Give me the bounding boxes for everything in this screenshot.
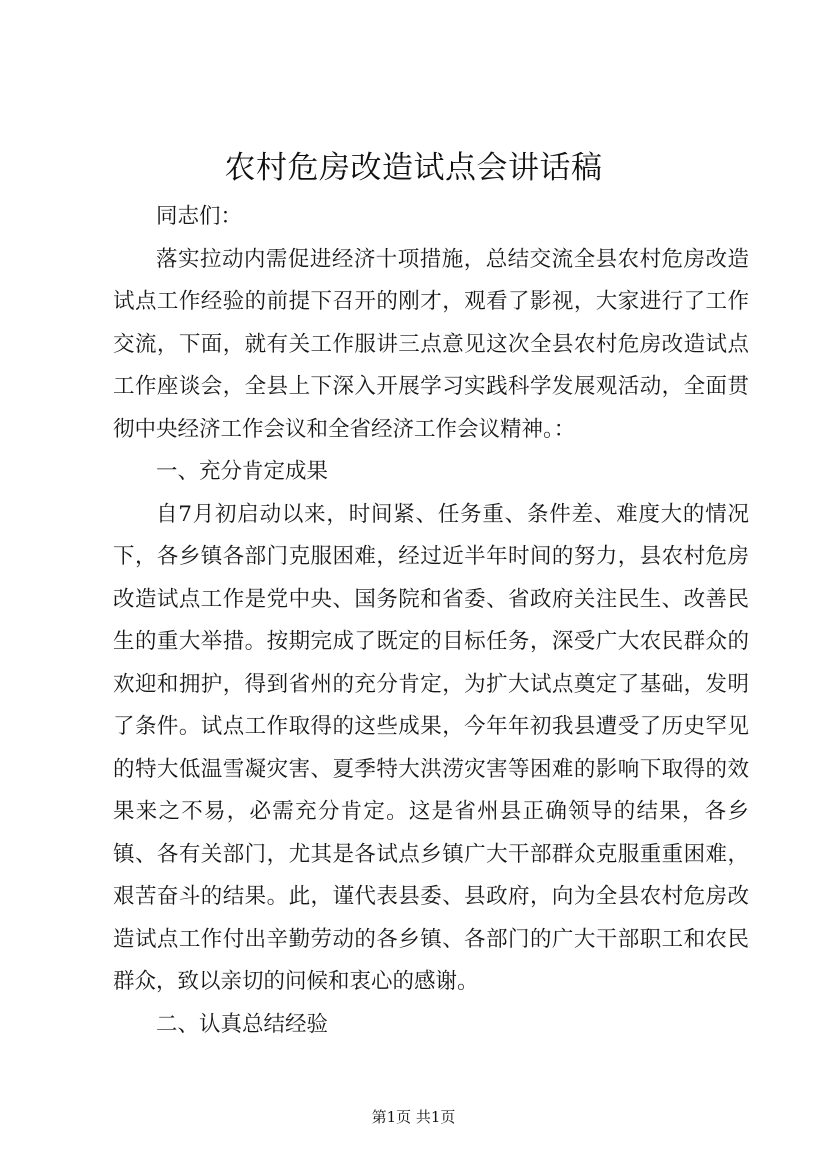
salutation: 同志们：	[156, 204, 243, 229]
document-body	[113, 196, 749, 1046]
paragraph-achievements: 自7月初启动以来，时间紧、任务重、条件差、难度大的情况下，各乡镇各部门克服困难，经过近半年时间的努力，县农村危房改造试点工作是党中央、国务院和省委、省政府关注民生、改善民生的重大举措。按期完成了既定的目标任务，深受广大农民群众的欢迎和拥护，得到省州的充分肯定，为扩大试点奠定了基础，发明了条件。试点工作取得的这些成果，今年年初我县遭受了历史罕见的特大低温雪凝灾害、夏季特大洪涝灾害等困难的影响下取得的效果来之不易，必需充分肯定。这是省州县正确领导的结果，各乡镇、各有关部门，尤其是各试点乡镇广大干部群众克服重重困难，艰苦奋斗的结果。此，谨代表县委、县政府，向为全县农村危房改造试点工作付出辛勤劳动的各乡镇、各部门的广大干部职工和农民群众，致以亲切的问候和衷心的感谢。	[113, 501, 749, 994]
paragraph-intro: 落实拉动内需促进经济十项措施，总结交流全县农村危房改造试点工作经验的前提下召开的刚才，观看了影视，大家进行了工作交流，下面，就有关工作服讲三点意见这次全县农村危房改造试点工作座谈会，全县上下深入开展学习实践科学发展观活动，全面贯彻中央经济工作会议和全省经济工作会议精神。：	[113, 246, 749, 442]
document-title: 农村危房改造试点会讲话稿	[224, 150, 603, 186]
section-heading-2: 二、认真总结经验	[156, 1011, 329, 1037]
page-number-footer: 第1页 共1页	[371, 1108, 456, 1126]
section-heading-1: 一、充分肯定成果	[156, 459, 329, 484]
